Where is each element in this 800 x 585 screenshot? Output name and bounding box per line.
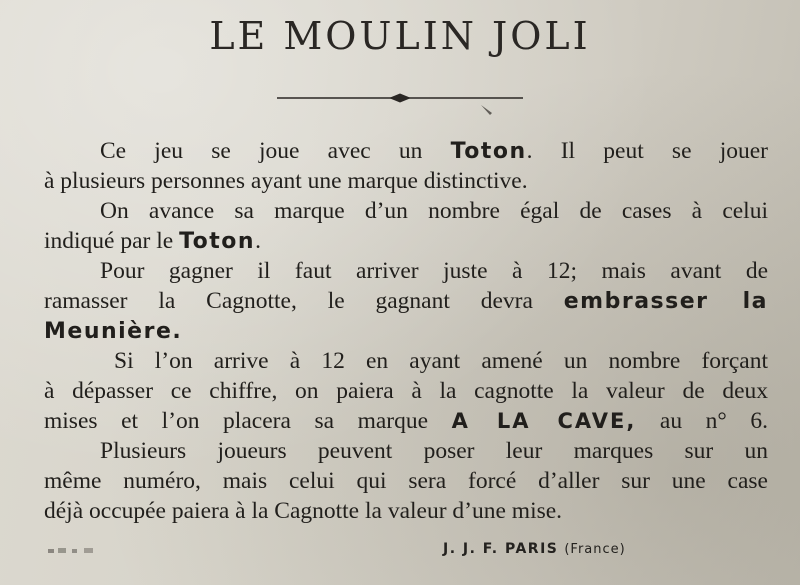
- rules-emphasis: Toton: [450, 139, 527, 164]
- rules-line: [44, 406, 768, 436]
- rules-text-run: ramasser la Cagnotte, le gagnant devra: [44, 288, 564, 314]
- rules-text: [44, 136, 768, 526]
- ornamental-divider: [277, 91, 523, 105]
- rules-line: Plusieurs joueurs peuvent poser leur marques sur un: [100, 438, 768, 464]
- publisher-imprint: [443, 541, 626, 557]
- rules-line: à plusieurs personnes ayant une marque distinctive.: [44, 168, 528, 194]
- rules-line: même numéro, mais celui qui sera forcé d’aller sur une case: [44, 468, 768, 494]
- publisher-name: J. J. F. PARIS: [443, 541, 559, 557]
- rules-text-run: .: [255, 228, 261, 254]
- rules-emphasis: embrasser la: [563, 289, 769, 314]
- rules-emphasis: Toton: [179, 229, 256, 254]
- rules-line: à dépasser ce chiffre, on paiera à la cagnotte la valeur de deux: [44, 378, 768, 404]
- rules-line: On avance sa marque d’un nombre égal de cases à celui: [100, 198, 768, 224]
- rules-text-run: au n° 6.: [636, 408, 769, 434]
- rules-line: déjà occupée paiera à la Cagnotte la valeur d’une mise.: [44, 498, 563, 524]
- rules-line: Pour gagner il faut arriver juste à 12; mais avant de: [100, 258, 768, 284]
- faded-print-mark: [48, 546, 96, 556]
- rules-text-run: mises et l’on placera sa marque: [44, 408, 452, 434]
- rules-emphasis: A LA CAVE,: [451, 409, 637, 433]
- page-title: LE MOULIN JOLI: [209, 14, 591, 58]
- rules-line: [44, 286, 768, 316]
- rules-text-run: indiqué par le: [44, 228, 180, 254]
- rules-line: [44, 136, 768, 166]
- rules-emphasis: Meunière.: [44, 319, 183, 344]
- rules-line: [44, 316, 768, 346]
- publisher-country: (France): [564, 542, 626, 557]
- rules-line: [44, 226, 768, 256]
- ink-smudge: [480, 104, 498, 118]
- rules-line: Si l’on arrive à 12 en ayant amené un nombre forçant: [114, 348, 768, 374]
- rules-text-run: Ce jeu se joue avec un: [100, 138, 451, 164]
- rules-text-run: . Il peut se jouer: [526, 138, 768, 164]
